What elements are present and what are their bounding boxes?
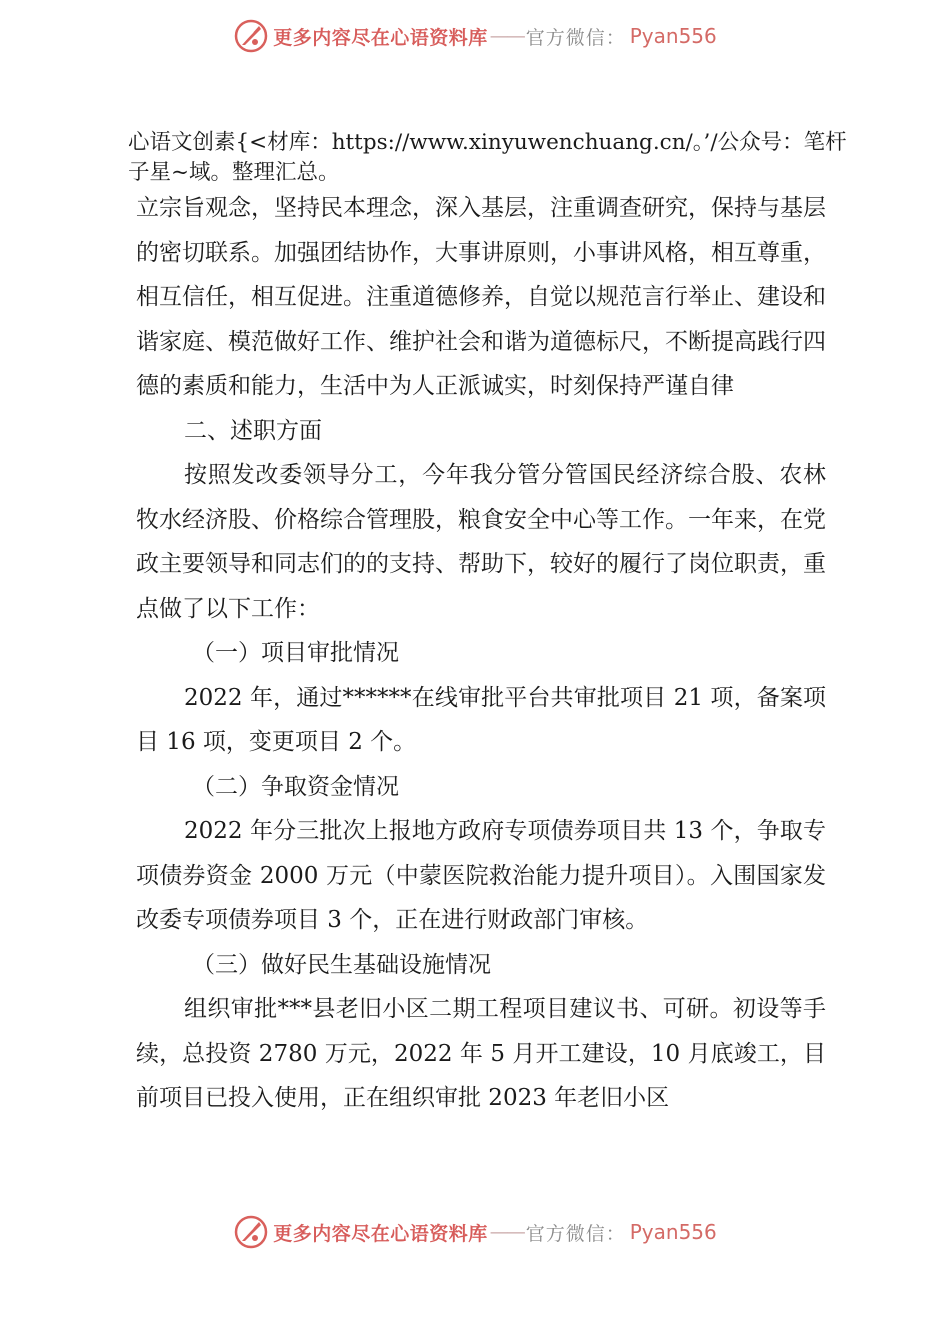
watermark-wechat-id: Pyan556 [629,24,717,48]
watermark-brand: 更多内容尽在心语资料库 [273,1222,488,1245]
watermark-dash: —— [489,1221,524,1243]
paragraph: 2022 年分三批次上报地方政府专项债券项目共 13 个，争取专项债券资金 2000 万元（中蒙医院救治能力提升项目）。入围国家发改委专项债券项目 3 个，正在进行财政部门审核。 [136,818,826,933]
watermark-wechat-id: Pyan556 [629,1220,717,1244]
watermark-header [0,16,950,56]
subsection-heading: （三）做好民生基础设施情况 [192,951,491,978]
watermark-footer [0,1212,950,1252]
feather-pen-logo-icon [233,1214,269,1250]
paragraph: 组织审批***县老旧小区二期工程项目建议书、可研。初设等手续，总投资 2780 万元，2022 年 5 月开工建设，10 月底竣工，目前项目已投入使用，正在组织审批 2023 年老旧小区 [136,996,826,1111]
paragraph-continuation: 立宗旨观念，坚持民本理念，深入基层，注重调查研究，保持与基层的密切联系。加强团结协作，大事讲原则，小事讲风格，相互尊重，相互信任，相互促进。注重道德修养，自觉以规范言行举止、建设和谐家庭、模范做好工作、维护社会和谐为道德标尺，不断提高践行四德的素质和能力，生活中为人正派诚实，时刻保持严谨自律 [136,195,826,399]
subsection-heading: （一）项目审批情况 [192,640,399,666]
feather-pen-logo-icon [233,18,269,54]
source-note: 心语文创素{<材库：https://www.xinyuwenchuang.cn/。’/公众号：笔杆子星~域。整理汇总。 [128,130,847,185]
section-heading: 二、述职方面 [184,417,322,444]
paragraph: 按照发改委领导分工，今年我分管分管国民经济综合股、农林牧水经济股、价格综合管理股，粮食安全中心等工作。一年来，在党政主要领导和同志们的的支持、帮助下，较好的履行了岗位职责，重点做了以下工作： [136,462,826,622]
subsection-heading: （二）争取资金情况 [192,773,399,800]
paragraph: 2022 年，通过******在线审批平台共审批项目 21 项，备案项目 16 项，变更项目 2 个。 [136,684,826,755]
watermark-dash: —— [489,25,524,47]
document-body [136,186,826,1121]
watermark-label: 官方微信： [525,1222,626,1245]
watermark-label: 官方微信： [525,26,626,49]
watermark-brand: 更多内容尽在心语资料库 [273,26,488,49]
